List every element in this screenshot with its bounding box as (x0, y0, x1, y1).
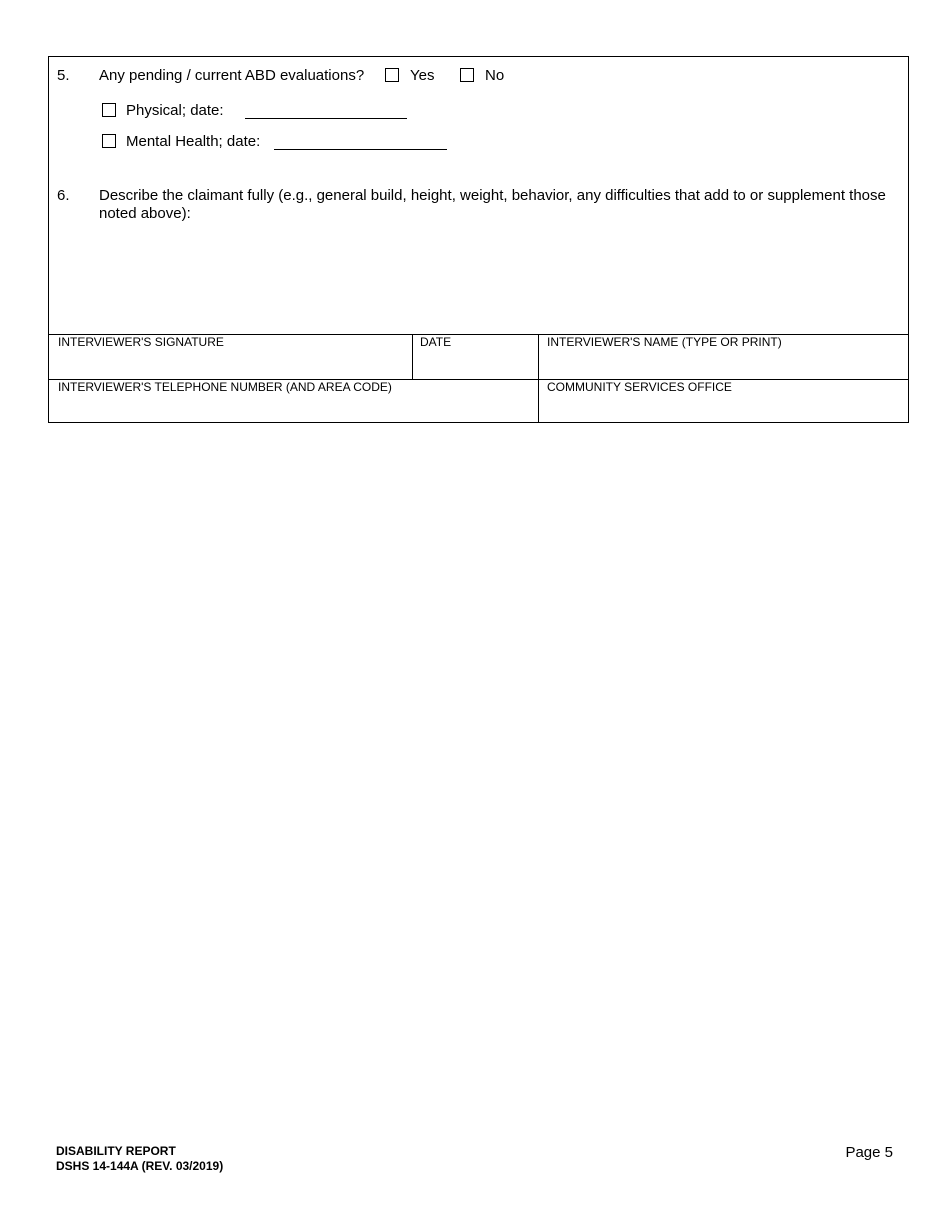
signature-field[interactable] (50, 351, 411, 378)
physical-checkbox[interactable] (102, 103, 116, 117)
form-number: DSHS 14-144A (REV. 03/2019) (56, 1159, 224, 1173)
interviewer-name-field[interactable] (539, 351, 908, 378)
interviewer-name-label: INTERVIEWER'S NAME (TYPE OR PRINT) (547, 335, 782, 349)
no-label: No (485, 67, 505, 84)
mental-health-date-field[interactable] (274, 149, 447, 150)
no-checkbox[interactable] (460, 68, 474, 82)
mental-health-label: Mental Health; date: (126, 133, 261, 150)
yes-checkbox[interactable] (385, 68, 399, 82)
telephone-label: INTERVIEWER'S TELEPHONE NUMBER (AND AREA CODE) (58, 380, 392, 394)
form-footer (56, 1144, 223, 1174)
page-number: Page 5 (845, 1144, 893, 1161)
telephone-field[interactable] (50, 396, 537, 422)
question-5-number: 5. (57, 67, 70, 84)
claimant-description-field[interactable] (99, 227, 899, 327)
community-office-field[interactable] (539, 396, 908, 422)
question-6-number: 6. (57, 187, 70, 204)
form-section (48, 56, 909, 423)
question-5-text: Any pending / current ABD evaluations? (99, 67, 365, 84)
signature-label: INTERVIEWER'S SIGNATURE (58, 335, 224, 349)
date-field[interactable] (413, 351, 537, 378)
question-6-text: Describe the claimant fully (e.g., general build, height, weight, behavior, any difficulties that add to or supplement those noted above): (99, 187, 886, 222)
physical-label: Physical; date: (126, 102, 224, 119)
form-title: DISABILITY REPORT (56, 1144, 176, 1158)
physical-date-field[interactable] (245, 118, 407, 119)
yes-label: Yes (410, 67, 435, 84)
community-office-label: COMMUNITY SERVICES OFFICE (547, 380, 732, 394)
date-label: DATE (420, 335, 452, 349)
mental-health-checkbox[interactable] (102, 134, 116, 148)
